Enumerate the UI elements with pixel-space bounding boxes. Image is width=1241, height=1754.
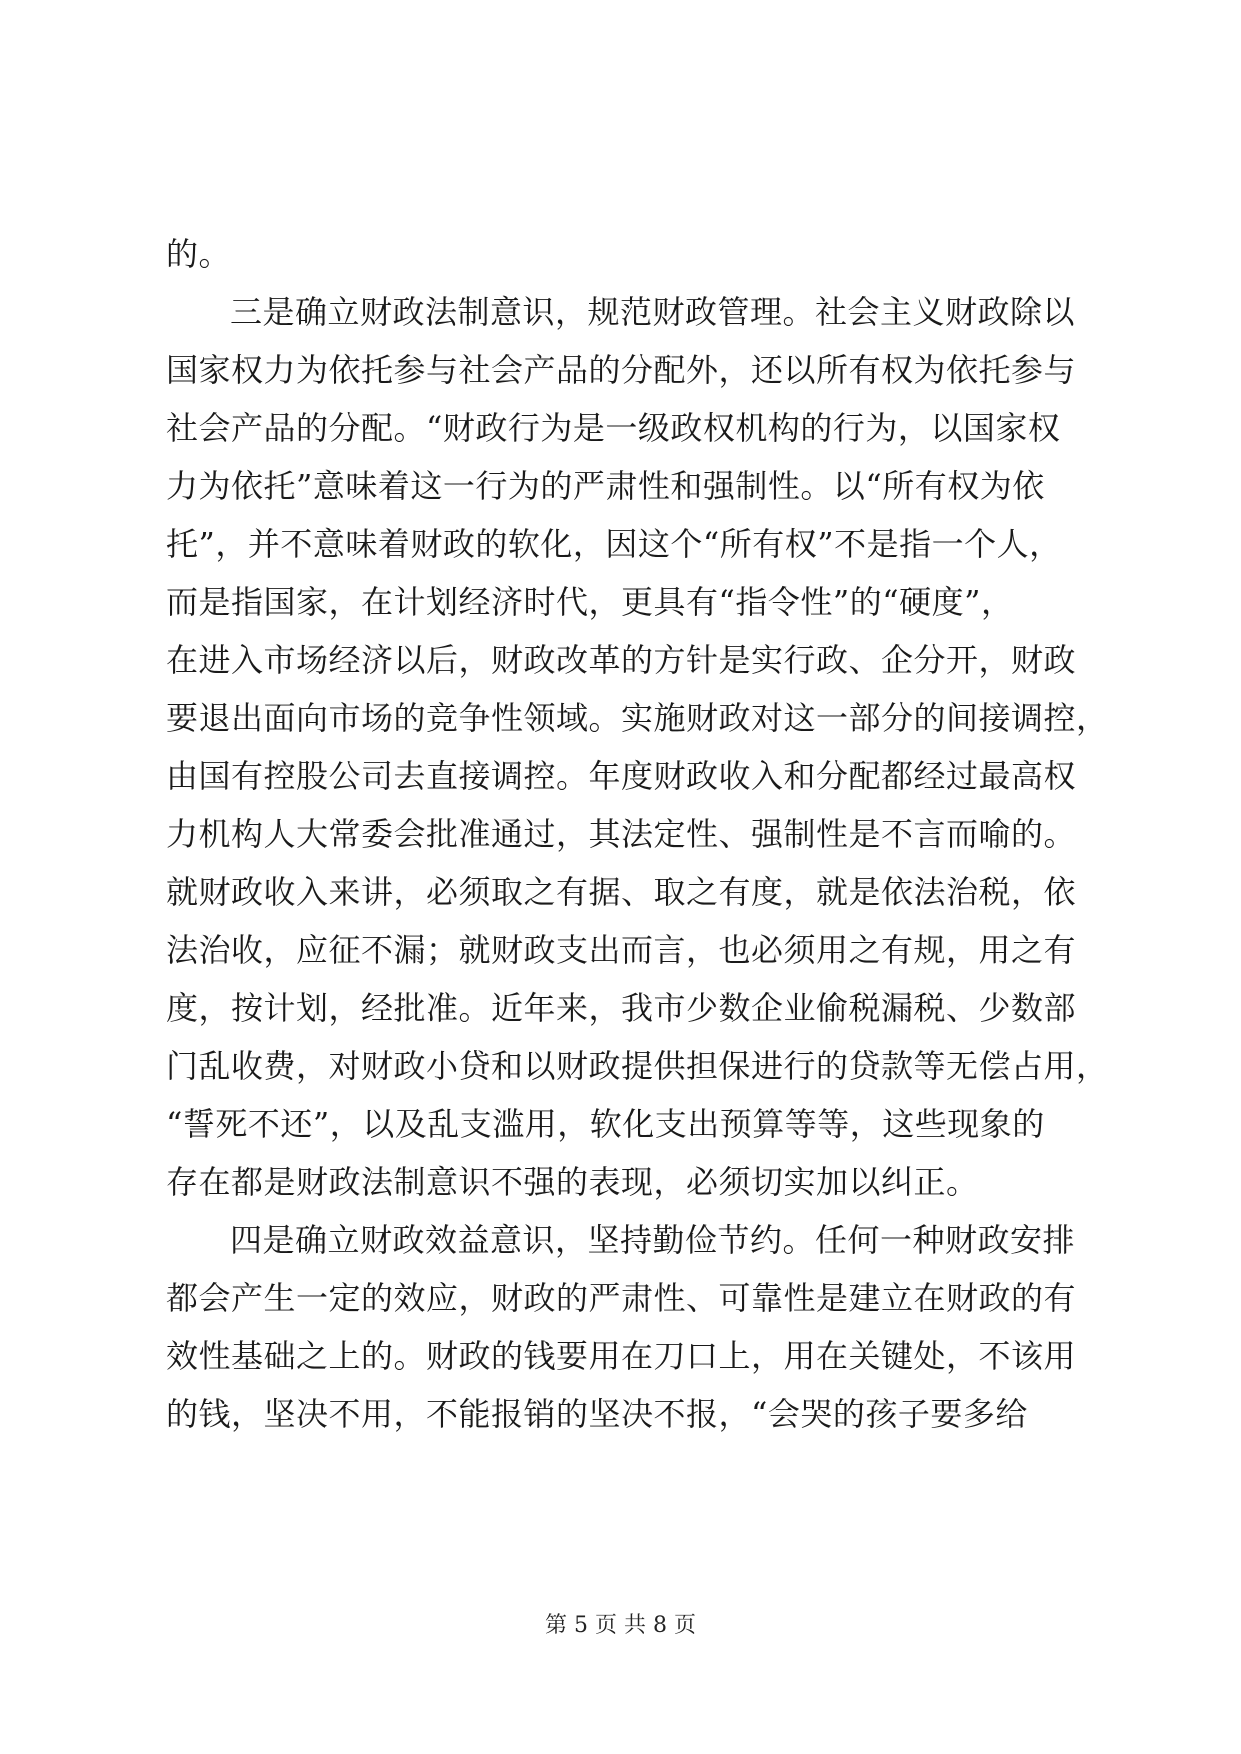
text-line: 由国有控股公司去直接调控。年度财政收入和分配都经过最高权 [166,757,1077,795]
page-number-footer: 第 5 页 共 8 页 [545,1613,696,1638]
text-line: 就财政收入来讲，必须取之有据、取之有度，就是依法治税，依 [166,873,1077,911]
text-line: 存在都是财政法制意识不强的表现，必须切实加以纠正。 [166,1163,979,1201]
text-line: 力为依托”意味着这一行为的严肃性和强制性。以“所有权为依 [166,467,1045,505]
text-line: 效性基础之上的。财政的钱要用在刀口上，用在关键处，不该用 [166,1337,1077,1375]
text-line: 法治收，应征不漏；就财政支出而言，也必须用之有规，用之有 [166,931,1077,969]
paragraph-start-line: 三是确立财政法制意识，规范财政管理。社会主义财政除以 [230,293,1076,331]
text-line: 都会产生一定的效应，财政的严肃性、可靠性是建立在财政的有 [166,1279,1077,1317]
text-line: 的钱，坚决不用，不能报销的坚决不报，“会哭的孩子要多给 [166,1395,1028,1433]
text-line: 社会产品的分配。“财政行为是一级政权机构的行为，以国家权 [166,409,1061,447]
text-line: 度，按计划，经批准。近年来，我市少数企业偷税漏税、少数部 [166,989,1077,1027]
text-line: 门乱收费，对财政小贷和以财政提供担保进行的贷款等无偿占用， [166,1047,1109,1085]
body-text [166,225,1109,1443]
text-line: 要退出面向市场的竞争性领域。实施财政对这一部分的间接调控， [166,699,1109,737]
text-line: 在进入市场经济以后，财政改革的方针是实行政、企分开，财政 [166,641,1077,679]
text-line: “誓死不还”，以及乱支滥用，软化支出预算等等，这些现象的 [166,1105,1045,1143]
text-line: 托”，并不意味着财政的软化，因这个“所有权”不是指一个人， [166,525,1062,563]
text-line: 而是指国家，在计划经济时代，更具有“指令性”的“硬度”， [166,583,1014,621]
text-line: 力机构人大常委会批准通过，其法定性、强制性是不言而喻的。 [166,815,1077,853]
text-line: 国家权力为依托参与社会产品的分配外，还以所有权为依托参与 [166,351,1077,389]
paragraph-start-line: 四是确立财政效益意识，坚持勤俭节约。任何一种财政安排 [230,1221,1076,1259]
text-line: 的。 [166,235,232,273]
